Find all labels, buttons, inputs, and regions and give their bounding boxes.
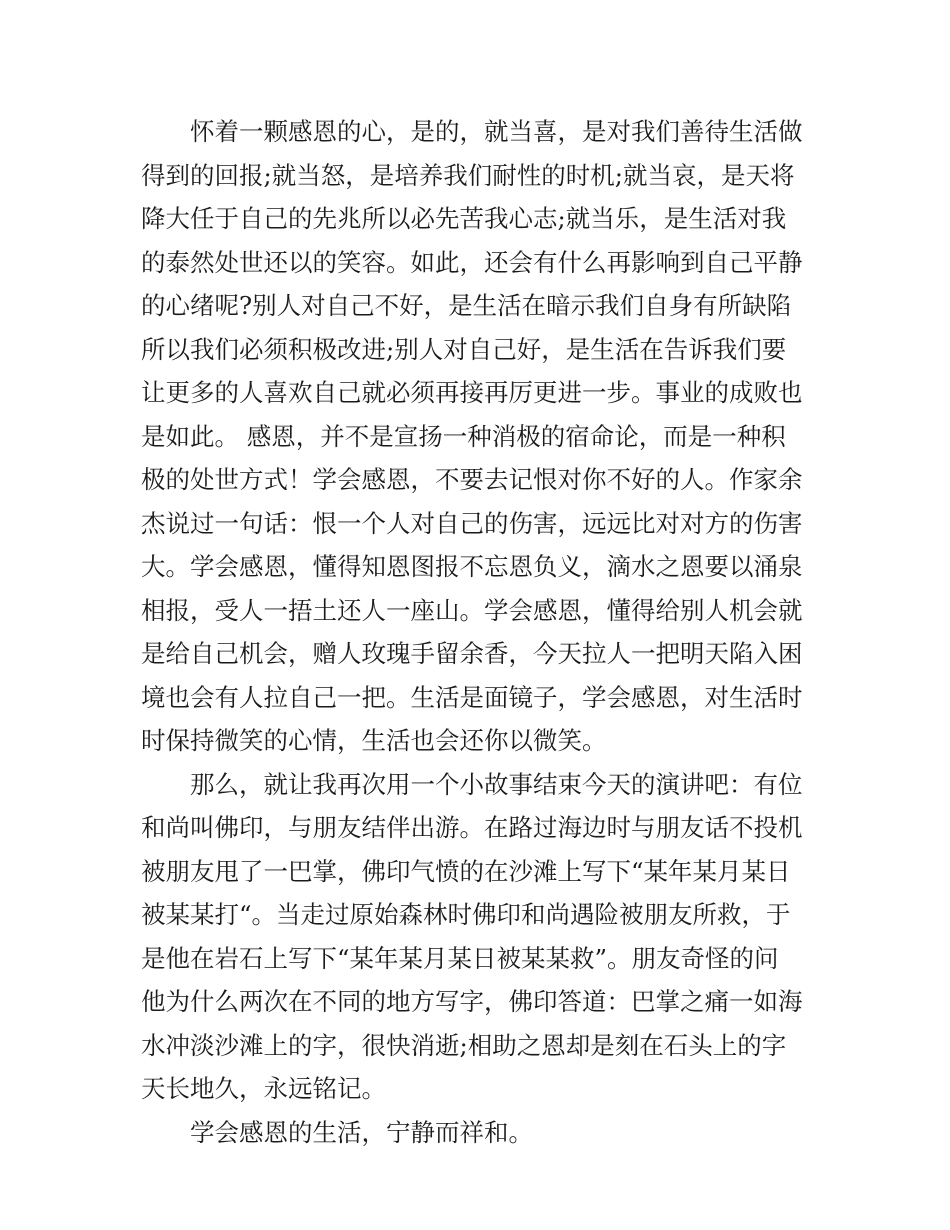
paragraph-3-line-1: 学会感恩的生活，宁静而祥和。 — [190, 1117, 533, 1147]
paragraph-1-line-15: 时保持微笑的心情，生活也会还你以微笑。 — [141, 726, 607, 755]
paragraph-1-line-2: 得到的回报;就当怒，是培养我们耐性的时机;就当哀，是天将 — [141, 160, 795, 190]
paragraph-2-line-1: 那么，就让我再次用一个小故事结束今天的演讲吧：有位 — [190, 769, 803, 799]
paragraph-1-line-6: 所以我们必须积极改进;别人对自己好，是生活在告诉我们要 — [141, 334, 787, 364]
paragraph-1-line-5: 的心绪呢?别人对自己不好，是生活在暗示我们自身有所缺陷 — [141, 291, 792, 320]
body-text — [141, 110, 811, 1154]
paragraph-2-line-7: 水冲淡沙滩上的字，很快消逝;相助之恩却是刻在石头上的字 — [141, 1030, 787, 1060]
paragraph-2-line-4: 被某某打“。当走过原始森林时佛印和尚遇险被朋友所救，于 — [141, 900, 791, 929]
paragraph-1-line-14: 境也会有人拉自己一把。生活是面镜子，学会感恩，对生活时 — [141, 682, 803, 712]
paragraph-2-line-5: 是他在岩石上写下“某年某月某日被某某救”。朋友奇怪的问 — [141, 943, 779, 973]
paragraph-1-line-13: 是给自己机会，赠人玫瑰手留余香，今天拉人一把明天陷入困 — [141, 639, 803, 668]
paragraph-1-line-10: 杰说过一句话：恨一个人对自己的伤害，远远比对对方的伤害 — [141, 508, 803, 538]
paragraph-1-line-12: 相报，受人一捂土还人一座山。学会感恩，懂得给别人机会就 — [141, 595, 803, 625]
paragraph-2-line-6: 他为什么两次在不同的地方写字，佛印答道：巴掌之痛一如海 — [141, 987, 803, 1016]
paragraph-1-line-9: 极的处世方式！学会感恩，不要去记恨对你不好的人。作家余 — [141, 465, 803, 494]
paragraph-1-line-8: 是如此。 感恩，并不是宣扬一种消极的宿命论，而是一种积 — [141, 421, 786, 451]
paragraph-1-line-11: 大。学会感恩，懂得知恩图报不忘恩负义，滴水之恩要以涌泉 — [141, 552, 803, 581]
paragraph-2-line-8: 天长地久，永远铭记。 — [141, 1074, 386, 1103]
paragraph-2-line-2: 和尚叫佛印，与朋友结伴出游。在路过海边时与朋友话不投机 — [141, 813, 803, 842]
paragraph-1-line-4: 的泰然处世还以的笑容。如此，还会有什么再影响到自己平静 — [141, 247, 803, 277]
paragraph-2-line-3: 被朋友甩了一巴掌，佛印气愤的在沙滩上写下“某年某月某日 — [141, 856, 791, 886]
paragraph-1-line-1: 怀着一颗感恩的心，是的，就当喜，是对我们善待生活做 — [190, 117, 803, 146]
paragraph-1-line-7: 让更多的人喜欢自己就必须再接再厉更进一步。事业的成败也 — [141, 378, 803, 407]
paragraph-1-line-3: 降大任于自己的先兆所以必先苦我心志;就当乐，是生活对我 — [141, 204, 787, 233]
